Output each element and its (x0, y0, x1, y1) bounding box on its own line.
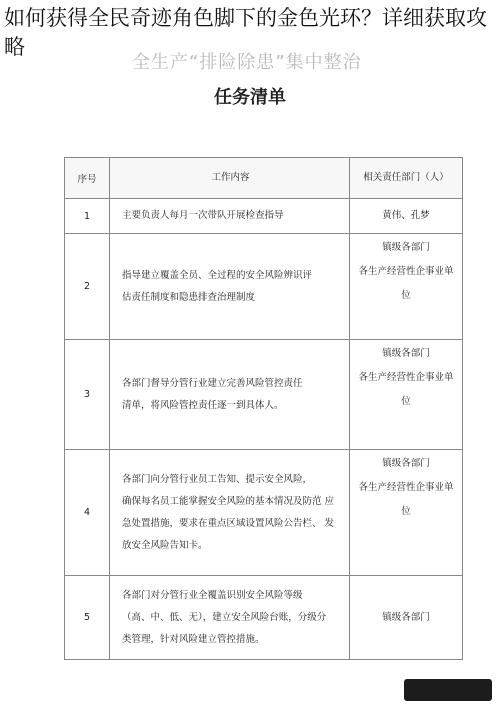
table-row (65, 576, 463, 660)
dept-line: 镇级各部门 (382, 458, 430, 469)
row-no: 2 (65, 234, 110, 340)
task-line: 估责任制度和隐患排查治理制度 (122, 291, 256, 303)
header-dept: 相关责任部门（人） (350, 158, 463, 199)
row-no: 1 (65, 199, 110, 234)
row-task (110, 450, 350, 576)
task-line: 确保每名员工能掌握安全风险的基本情况及防范 应 (122, 495, 335, 507)
dept-line: 镇级各部门 (382, 348, 430, 359)
dept-line: 各生产经营性企事业单 (358, 482, 454, 493)
table-row (65, 199, 463, 234)
row-task (110, 199, 350, 234)
table-header-row (65, 158, 463, 199)
row-task (110, 234, 350, 340)
task-line: 类管理，针对风险建立管控措施。 (122, 633, 265, 645)
row-no: 3 (65, 340, 110, 450)
dept-line: 位 (401, 506, 411, 517)
task-table (64, 157, 463, 660)
dept-line: 镇级各部门 (382, 611, 430, 623)
task-line: （高、中、低、无），建立安全风险台账，分级分 (122, 611, 327, 623)
table-row (65, 234, 463, 340)
task-line: 主要负责人每月一次带队开展检查指导 (122, 210, 284, 221)
table-row (65, 340, 463, 450)
dept-line: 各生产经营性企事业单 (358, 372, 454, 383)
document-heading: 全生产“排险除患”集中整治 (132, 52, 362, 73)
watermark-logo (404, 679, 492, 701)
task-line: 各部门对分管行业全覆盖识别安全风险等级 (122, 589, 303, 601)
article-headline: 如何获得全民奇迹角色脚下的金色光环？详细获取攻略 (4, 6, 487, 59)
task-line: 各部门督导分管行业建立完善风险管控责任 (122, 377, 303, 389)
table-row (65, 450, 463, 576)
dept-line: 黄伟、孔梦 (382, 210, 430, 221)
row-task (110, 576, 350, 660)
task-list-title: 任务清单 (214, 87, 286, 108)
row-dept (350, 340, 463, 450)
row-dept (350, 450, 463, 576)
dept-line: 镇级各部门 (382, 242, 430, 253)
row-task (110, 340, 350, 450)
row-no: 4 (65, 450, 110, 576)
row-dept (350, 234, 463, 340)
row-no: 5 (65, 576, 110, 660)
task-line: 指导建立覆盖全员、全过程的安全风险辨识评 (122, 269, 313, 281)
header-task: 工作内容 (110, 158, 350, 199)
dept-line: 位 (401, 396, 411, 407)
task-line: 各部门向分管行业员工告知、提示安全风险， (122, 473, 313, 485)
task-line: 放安全风险告知卡。 (122, 539, 208, 551)
dept-line: 各生产经营性企事业单 (358, 266, 454, 277)
dept-line: 位 (401, 290, 411, 301)
task-line: 清单，将风险管控责任逐一到具体人。 (122, 399, 284, 411)
task-line: 急处置措施，要求在重点区域设置风险公告栏、 发 (122, 517, 335, 529)
row-dept (350, 576, 463, 660)
row-dept (350, 199, 463, 234)
header-no: 序号 (65, 158, 110, 199)
